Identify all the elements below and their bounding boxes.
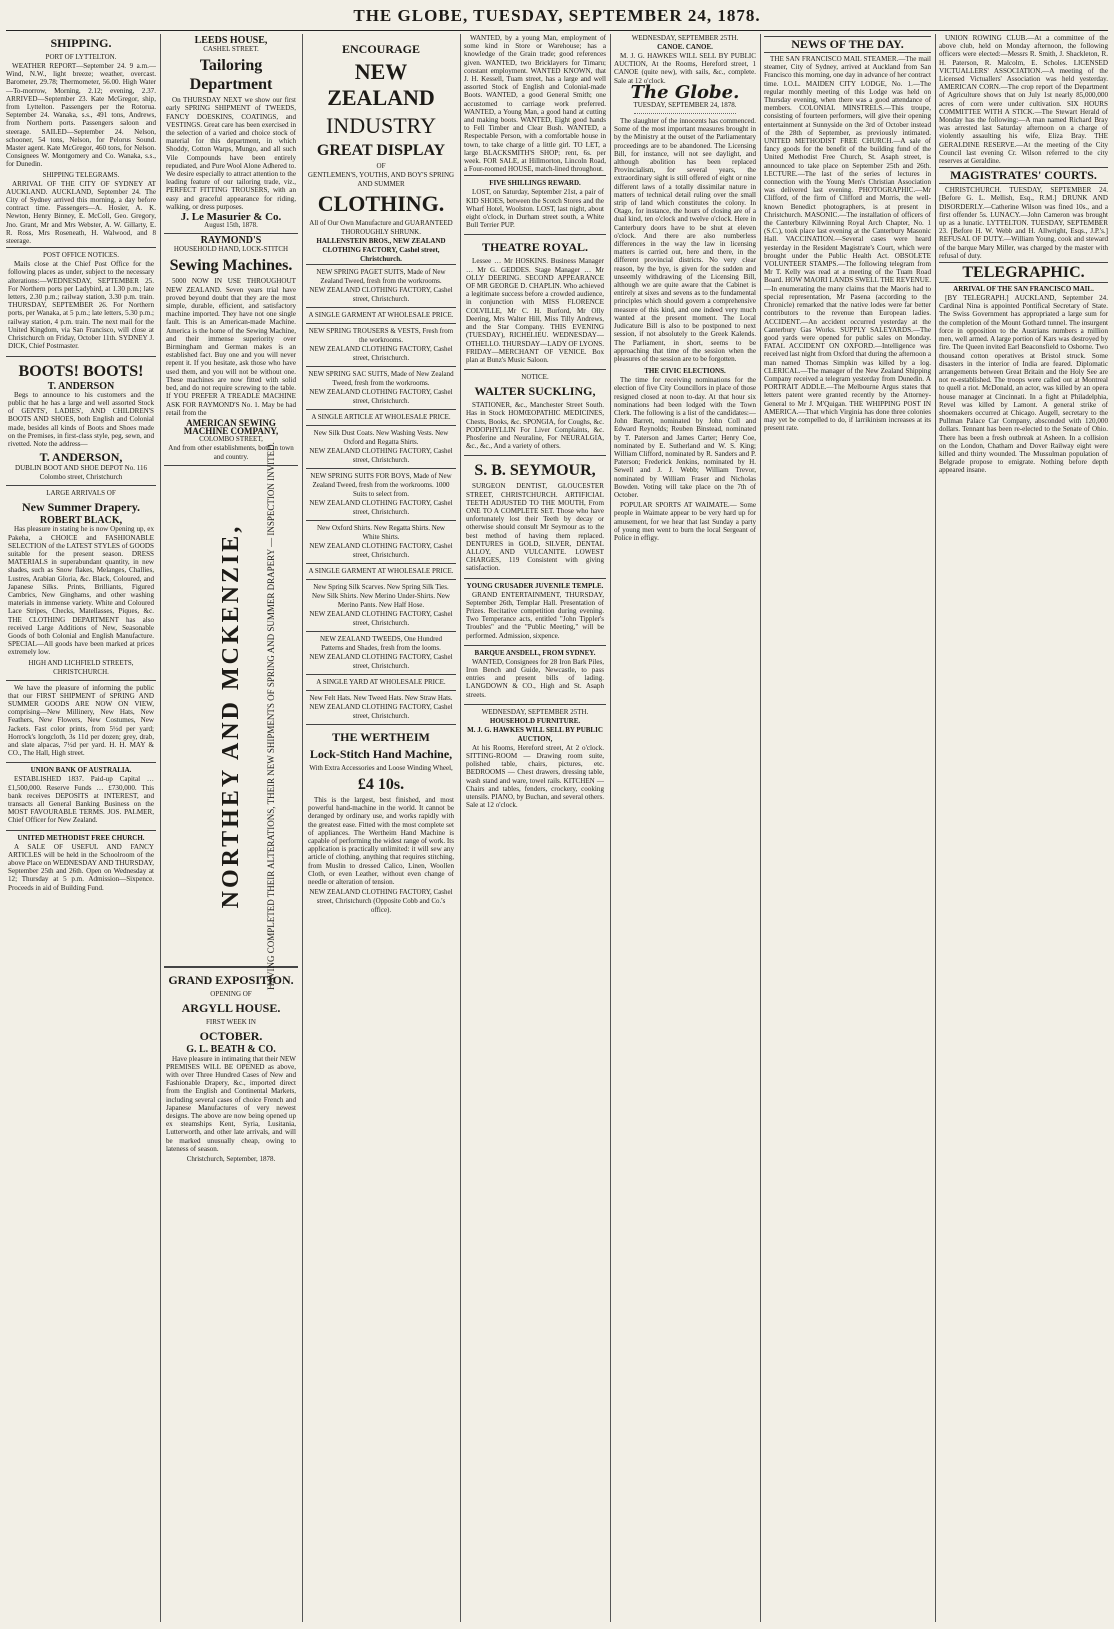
shipping-heading: SHIPPING.: [50, 36, 112, 50]
clothing-item: [306, 674, 456, 690]
clothing-item: [306, 690, 456, 724]
clothing-item: [306, 264, 456, 307]
clothing-item: [306, 409, 456, 425]
column-2: [164, 34, 298, 1622]
clothing-item: [306, 563, 456, 579]
clothing-item: [306, 520, 456, 563]
factory-line: NEW ZEALAND CLOTHING FACTORY, Cashel street, Christchurch.: [309, 499, 453, 516]
news-text: THE SAN FRANCISCO MAIL STEAMER.—The mail steamer, City of Sydney, arrived at Auckland from San Francisco this morning, one day in advance of her contract time. I.O.L. MAIDEN CITY LODGE, No. 1.—The regular monthly meeting of this Lodge was held on Thursday evening, when there was a good attendance of members. COLONIAL MINSTRELS.—This troupe, consisting of fourteen performers, will give their opening entertainment at Sunnyside on the 3rd of October instead of the 28th of September, as previously intimated. UNITED METHODIST FREE CHURCH.—A sale of fancy goods for the benefit of the building fund of the United Methodist Free Church, St. Asaph street, is announced to take place on September 25th and 26th. LECTURE.—The last of the series of lectures in connection with the Young Men's Christian Association was delivered last evening. PHOTOGRAPHIC.—Mr Clifford, of the firm of Clifford and Morris, the well-known Benedict photographers, is at present in Christchurch. MASONIC.—The installation of officers of the Canterbury Kilwinning Royal Arch Chapter, No. 1 (S.C.), took place last evening at the Canterbury Masonic Hall. VACCINATION.—Several cases were heard yesterday in the Resident Magistrate's Court, which were brought under the Public Health Act. OBSOLETE VOLUNTEER STAMPS.—The following telegram from Mr T. Kelly was read at a meeting of the Tuam Road Board. HOW MAORI LANDS SWELL THE REVENUE.—In enumerating the many claims that the Maoris had to special representation, Mr Pasena (according to the Chronicle) remarked that the native lodes were far better contributors to the revenue than European ladies. ACCIDENT.—An accident occurred yesterday at the Canterbury Gas Works. SUPPLY SALEYARDS.—The good yards were opened for public sales on Monday. FATAL ACCIDENT ON OXFORD.—Intelligence was received last night from Oxford that during the afternoon a man named Thomas Simpkin was killed by a log. CLERICAL.—The manager of the New Zealand Shipping Company received a telegram yesterday from Dunedin. A PORTRAIT ADDLE.—The Melbourne Argus states that letters patent were granted recently by the Attorney-General to Mr J. M'Quigan. THE WHIPPING POST IN AMERICA.—That which Virginia has done three colonies may yet be compelled to do, if larrikinism increases at its present rate.: [764, 55, 931, 433]
wertheim-price: £4 10s.: [357, 776, 405, 793]
column-divider: [160, 34, 161, 1622]
column-4: [464, 34, 606, 1622]
clothing-heading: CLOTHING.: [317, 191, 445, 216]
may-text: We have the pleasure of informing the public that our FIRST SHIPMENT of SPRING AND SUMMER GOODS ARE NOW ON VIEW, comprising—New Millinery, New Hats, New Feathers, New Flowers, New Costumes, New Jackets. Fast color prints, from 5½d per yard; Horrock's longcloth, 3s 11d per dozen; grey, drab, and slate alpacas, 7½d per yard. H. H. MAY & CO., The Hall, High street.: [8, 683, 154, 758]
clothing-item: [306, 425, 456, 468]
item-text: A SINGLE YARD AT WHOLESALE PRICE.: [316, 678, 446, 686]
clothing-item: [306, 579, 456, 631]
magistrates-text: CHRISTCHURCH. TUESDAY, SEPTEMBER 24. [Before G. L. Mellish, Esq., R.M.] DRUNK AND DISORDERLY.—Catherine Wilson was fined 10s., and a first offender 5s. LUNACY.—John Cameron was brought up as a lunatic. LYTTELTON. TUESDAY, SEPTEMBER 23. [Before H. W. Webb and H. Allwright, Esqs., J.P.'s.] REFUSAL OF DUTY.—William Young, cook and steward of the barque Mary Miller, was charged by the master with refusal of duty.: [939, 186, 1108, 260]
sewing-heading: Sewing Machines.: [169, 257, 293, 275]
factory-line: NEW ZEALAND CLOTHING FACTORY, Cashel street, Christchurch.: [309, 703, 453, 720]
column-divider: [302, 34, 303, 1622]
canoe-heading: CANOE. CANOE.: [657, 43, 713, 51]
hawkes-heading: M. J. G. HAWKES WILL SELL BY PUBLIC AUCTION,: [467, 725, 603, 743]
wertheim-text: This is the largest, best finished, and most powerful hand-machine in the world. It cannot be deranged by ordinary use, and works rapidly with the greatest ease. Fitted with the most complete set of appliances. The Wertheim Hand Machine is capable of performing the widest range of work. Its application is practically unlimited: it will sew any article of clothing, anything that requires stitching, from Muslin to dressed Calico, Linen, Woollen Cloth, or even Leather, without even change of needle or alteration of tension.: [308, 796, 454, 887]
masthead-title: THE GLOBE, TUESDAY, SEPTEMBER 24, 1878.: [353, 6, 761, 25]
argyll-heading: ARGYLL HOUSE.: [181, 1001, 281, 1016]
barque-text: WANTED, Consignees for 28 Iron Bark Piles, Iron Bench and Guide, Newcastle, to pass entries and present bills of lading. LANGDOWN & CO., High and St. Asaph streets.: [466, 657, 604, 699]
bank-text: ESTABLISHED 1837. Paid-up Capital … £1,500,000. Reserve Funds … £730,000. This bank receives DEPOSITS at INTEREST, and transacts all General Banking Business on the MOST FAVOURABLE TERMS. JOS. PALMER, Chief Officer for New Zealand.: [8, 775, 154, 825]
item-text: A SINGLE GARMENT AT WHOLESALE PRICE.: [308, 311, 454, 319]
bazaar-ad: [6, 830, 156, 897]
post-text: Mails close at the Chief Post Office for the following places as under, subject to the necessary alterations:—WEDNESDAY, SEPTEMBER 25. For Northern ports per Ladybird, at 1.30 p.m.; late letters, 2.30 p.m.; railway station, 3.30 p.m. train. THURSDAY, SEPTEMBER 26. For Northern ports, per Wanaka, at 5 p.m.; late letters, 5.30 p.m.; railway station, 4 p.m. train. The next mail for the United Kingdom, via San Francisco, will close at Christchurch on Friday, October 11th. SYDNEY J. DICK, Chief Postmaster.: [8, 260, 154, 351]
crusader-text: GRAND ENTERTAINMENT, THURSDAY, September 26th, Templar Hall. Presentation of Prizes. Recitative competition during evening. Two Temperance acts, entitled "John Tippler's Troubles" and the "Public Meeting," will be performed. Admission, sixpence.: [466, 590, 604, 640]
masthead-rule: [6, 30, 1108, 31]
magistrates-heading: MAGISTRATES' COURTS.: [939, 167, 1108, 184]
lost-ad: [464, 175, 606, 234]
wertheim-footer: NEW ZEALAND CLOTHING FACTORY, Cashel street, Christchurch (Opposite Cobb and Co.'s office).: [309, 888, 453, 915]
tailoring-heading: Tailoring Department: [189, 57, 273, 94]
raymond-heading: RAYMOND'S: [200, 235, 262, 247]
bank-ad: [6, 762, 156, 829]
item-text: New Silk Dust Coats. New Washing Vests. New Oxford and Regatta Shirts.: [313, 429, 449, 446]
leeds-ad: [164, 34, 298, 233]
boots-heading: BOOTS! BOOTS!: [18, 362, 144, 380]
factory-line: NEW ZEALAND CLOTHING FACTORY, Cashel street, Christchurch.: [309, 610, 453, 627]
item-text: A SINGLE GARMENT AT WHOLESALE PRICE.: [308, 567, 454, 575]
american-tail: And from other establishments, both in town and country.: [168, 444, 294, 462]
american-company: AMERICAN SEWING MACHINE COMPANY,: [183, 417, 279, 437]
wants-text: WANTED, by a young Man, employment of some kind in Store or Warehouse; has a knowledge of the Grain trade; good references given. WANTED, two Bricklayers for Timaru; constant employment. WANTED KNOWN, that J. H. Kessell, Tuam street, has a large and well assorted Stock of English and Colonial-made Boots. WANTED, a good General Smith; one accustomed to carriage work preferred. WANTED, a Young Man, a good hand at cutting and making boots. WANTED, Eight good hands to Fell Timber and Clear Bush. WANTED, a Respectable Person, with a comfortable house in town, to take charge of a little girl. TO LET, a large BLACKSMITH'S SHOP; rent, 6s. per week. FOR SALE, at Hillmorton, Lincoln Road, a Four-roomed HOUSE, match-lined throughout.: [464, 34, 606, 174]
great-display: GREAT DISPLAY: [316, 142, 446, 159]
item-text: A SINGLE ARTICLE AT WHOLESALE PRICE.: [311, 413, 451, 421]
factory-line: NEW ZEALAND CLOTHING FACTORY, Cashel street, Christchurch.: [309, 286, 453, 303]
port-line: PORT OF LYTTELTON.: [45, 53, 117, 61]
telegraphic-heading: TELEGRAPHIC.: [939, 262, 1108, 283]
column-7: [939, 34, 1108, 1622]
suckling-text: STATIONER, &c., Manchester Street South. Has in Stock HOMŒOPATHIC MEDICINES, Chests, Books, &c. SPONGIA, for Coughs, &c. PODOPHYLLIN For Liver Complaints, &c. Phosferine and Neuraline, For NEURALGIA, &c., &c., And a variety of others.: [466, 401, 604, 451]
civic-text: The time for receiving nominations for the election of five City Councillors in place of those resigned closed at noon to-day. At that hour six nominations had been lodged with the Town Clerk. The following is a list of the candidates:—John Barrett, nominated by John Coll and Edward Reynolds; Reuben Binstead, nominated by T. Paterson and James Carter; Henry Coe, nominated by E. Sutherland and W. S. King; William Clifford, nominated by R. Sanders and P. Paterson; Frederick Jenkins, nominated by H. Sewell and J. J. Webb; William Trevor, nominated by William Fraser and Nicholas Bowden. Voting will take place on the 7th of October.: [614, 376, 756, 499]
raymond-ad: [164, 233, 298, 465]
lost-text: LOST, on Saturday, September 21st, a pair of KID SHOES, between the Scotch Stores and the Wharf Hotel, Woolston. LOST, last night, about eight o'clock, in Durham street south, a White Bull Terrier PUP.: [466, 188, 604, 230]
column-divider: [760, 34, 761, 1622]
arrivals-heading: LARGE ARRIVALS OF: [46, 489, 116, 498]
civic-heading: THE CIVIC ELECTIONS.: [644, 367, 726, 376]
beath-date: Christchurch, September, 1878.: [186, 1154, 276, 1163]
clothing-item: [306, 631, 456, 674]
column-divider: [935, 34, 936, 1622]
accessories-line: With Extra Accessories and Loose Winding Wheel,: [309, 764, 453, 772]
wertheim-ad: [306, 724, 456, 918]
beath-text: Have pleasure in intimating that their NEW PREMISES WILL BE OPENED as above, with over Three Hundred Cases of New and Fashionable Drapery, &c., imported direct from the English and Continental Markets, including several cases of choice French and Japanese Manufactures of very newest designs. The above are now being opened up ex steamships Kent, Syria, Lusitania, Lutterworth, and other late arrivals, and will be marked unusually cheap, owing to lateness of season.: [166, 1054, 296, 1153]
october-heading: OCTOBER.: [199, 1029, 263, 1044]
seymour-name: S. B. SEYMOUR,: [474, 462, 596, 480]
suckling-ad: [464, 369, 606, 455]
masurier-name: J. Le Masurier & Co.: [180, 211, 282, 224]
barque-heading: BARQUE ANSDELL, FROM SYDNEY.: [474, 648, 596, 657]
item-text: NEW ZEALAND TWEEDS, One Hundred Patterns and Shades, fresh from the looms.: [319, 635, 443, 652]
grand-heading: GRAND EXPOSITION.: [168, 973, 294, 988]
northey-vertical: NORTHEY AND MCKENZIE,: [217, 523, 244, 909]
guaranteed-line: All of Our Own Manufacture and GUARANTEED THOROUGHLY SHRUNK.: [309, 219, 453, 236]
factory-line: NEW ZEALAND CLOTHING FACTORY, Cashel street, Christchurch.: [309, 542, 453, 559]
drapery-ad: [6, 485, 156, 679]
editorial-text: The slaughter of the innocents has commenced. Some of the most important measures brought in by the Ministry at the outset of the Parliamentary proceedings are to be abandoned. The Licensing Bill, for instance, will not see daylight, and although abolition has been replaced Provincialism, for several years, the extraordinary sight is still offered of eight or nine different laws of a totally dissimilar nature in matters of technical detail ruling over the small strip of land which constitutes the colony. In Otago, for instance, the hours of closing are of a dual kind, ten o'clock and twelve o'clock. Here in Canterbury doors have to be shut at eleven o'clock. And there are also numberless differences in the way the law in licensing matters is carried out, here and there, in the different provincial districts. No very clear reason, by the bye, is given for the sudden and unseemly withdrawing of the Licensing Bill, although we are quite aware that the Cabinet is entirely at sixes and sevens as to the fundamental principles which should govern a comprehensive measure of this kind, and one indeed very much wanted at the present moment. The Local Judicature Bill is also to be postponed to next session, if not absolutely to the Greek Kalends. The Parliament, in short, seems to be approaching that time of the session when the pleasures of the session are to be forgotten.: [614, 117, 756, 363]
telegrams-text: ARRIVAL OF THE CITY OF SYDNEY AT AUCKLAND. AUCKLAND, September 24. The City of Sydney arrived this morning, a day before contract time. Passengers—A. Hosier, A. K. Newton, Henry Binney, E. McColl, Geo. Gregory, Jno. Grant, Mr and Mrs Webster, A. W. Gillarty, E. R. Ross, Mrs Roseneath, H. Walwood, and 8 steerage.: [6, 179, 156, 246]
news-heading: NEWS OF THE DAY.: [764, 36, 931, 53]
wertheim-heading: THE WERTHEIM: [332, 730, 430, 744]
drapery-text: Has pleasure in stating he is now Opening up, ex Pakeha, a CHOICE and FASHIONABLE SELECTION of the LATEST STYLES of GOODS suitable for the present season. DRESS MATERIALS in superabundant quantity, in new shades, such as Snow flakes, Melanges, Challies, Lustres, Arabian Gloria, &c. Black, Coloured, and Japanese Silks. Prints, Brilliants, Figured Cambrics, New Ginghams, and other washing materials in immense variety. White and Coloured Lace Stripes, Checks, Matellasses, Piques, &c. THE CLOTHING DEPARTMENT has also received Large Additions of New, Seasonable Goods of both Colonial and English Manufacture. SPECIAL—All goods have been marked at prices extremely low.: [8, 525, 154, 657]
argyll-ad: [164, 967, 298, 1167]
american-address: COLOMBO STREET,: [199, 435, 263, 444]
factory-line: NEW ZEALAND CLOTHING FACTORY, Cashel street, Christchurch.: [309, 388, 453, 405]
barque-ad: [464, 645, 606, 704]
news-continued: UNION ROWING CLUB.—At a committee of the above club, held on Monday afternoon, the following officers were elected:—Messrs R. Smith, J. Shackleton, R. H. Paterson, R. Malcolm, E. Scholes. LICENSED VICTUALLERS' ASSOCIATION.—A meeting of the Licensed Victuallers' Association was held yesterday. AMERICAN CORN.—The crop report of the Department of Agriculture shows that on July 1st nearly 85,000,000 acres of corn were under cultivation. SIX HOURS COMMITTEE WITH A STICK.—The Stewart Herald of Monday has the following:—A man named Richard Bray was arrested last Saturday afternoon on a charge of violently assaulting his wife, Eliza Bray. THE GERALDINE RESERVE.—At the meeting of the City Council last evening Cr. Wilson referred to the city reserves at Geraldine.: [939, 34, 1108, 166]
item-text: New Felt Hats. New Tweed Hats. New Straw Hats.: [309, 694, 453, 702]
factory-line: NEW ZEALAND CLOTHING FACTORY, Cashel street, Christchurch.: [309, 345, 453, 362]
sports-text: POPULAR SPORTS AT WAIMATE.— Some people in Waimate appear to be very hard up for amusement, for we hear that last Sunday a party of young men went to burn the local Sergeant of Police in effigy.: [614, 501, 756, 542]
globe-date: TUESDAY, SEPTEMBER 24, 1878.: [633, 101, 737, 110]
tailoring-text: On THURSDAY NEXT we show our first early SPRING SHIPMENT of TWEEDS, FANCY DOESKINS, COATINGS, and VESTINGS. Great care has been exercised in the selection of a varied and choice stock of material for this department, in which Shoddy, Cotton Warps, Mungo, and all such Vile Compounds have been entirely repudiated, and Pure Wool Alone Adhered to. We desire especially to attract attention to the leading feature of our tailoring trade, viz., PERFECT FITTING TROUSERS, with an easy and graceful appearance for riding, walking, or dress purposes.: [166, 96, 296, 211]
robert-black: ROBERT BLACK,: [39, 515, 123, 527]
northey-sub: HAVING COMPLETED THEIR ALTERATIONS, THEIR NEW SHIPMENTS OF SPRING AND SUMMER DRAPERY — INSPECTION INVITED.: [265, 442, 276, 991]
divider: [634, 113, 736, 114]
column-1: [6, 34, 156, 1622]
notice-heading: NOTICE.: [521, 373, 549, 382]
telegraphic-text: [BY TELEGRAPH.] AUCKLAND, September 24. Cardinal Nina is appointed Pontifical Secretary of State. The Swiss Government has appropriated a large sum for the completion of the Mount Gothard tunnel. The insurgent force in opposition to the Austrians numbers a million men, well armed. A large portion of Kars was destroyed by fire. The Queen invited Earl Beaconsfield to Osborne. Two thousand cotton operatives at Bristol struck. Some disasters in the interior of India are feared. Diplomatic arrangements between Great Britain and the Holy See are not re-established. The troops were called out at Montreal to quell a riot. McDonald, an actor, was killed by an opera house manager at Cincinnati. In a fight at Philadelphia, Revel was killed by Lamont. A general strike of shoemakers occurred at Chicago. Augell, secretary to the Pullman Palace Car Company, absconded with 120,000 dollars. Tennant has been re-elected to the Senate of Ohio. There has been a fresh outbreak at Asheen. In a collision on the London, Chatham and Dover Railway eight were killed and thirty wounded. The Mussulman population of Belgrade propose to emigrate. Nothing before depth appeared insane.: [939, 294, 1108, 475]
arrivals-title: New Summer Drapery.: [21, 500, 141, 515]
bank-heading: UNION BANK OF AUSTRALIA.: [30, 766, 132, 775]
raymond-sub: HOUSEHOLD HAND, LOCK-STITCH: [173, 245, 289, 254]
bazaar-heading: UNITED METHODIST FREE CHURCH.: [17, 833, 145, 842]
globe-heading: The Globe.: [630, 81, 740, 103]
post-office-ad: [6, 247, 156, 355]
item-text: NEW SPRING PAGET SUITS, Made of New Zealand Tweed, fresh from the workrooms.: [316, 268, 446, 285]
shipping-text: WEATHER REPORT—September 24. 9 a.m.—Wind, N.W., light breeze; weather, overcast. Barometer, 29.78; Thermometer, 56.00. High Water—To-morrow, Morning, 2.12; evening, 2.37. ARRIVED—September 23. Kate McGregor, ship, from Lyttelton. Passengers per the Rotorua. September 24. Wanaka, s.s., 491 tons, Andrews, from Northern ports. Passengers saloon and steerage. SAILED—September 24. Nelson, schooner, 54 tons, Nelson, for Pelorus Sound. Master agent. Kate McGregor, 460 tons, for Nelson. Consignees W. Montgomery and Co. Wanaka, s.s., for Dunedin.: [6, 62, 156, 169]
telegrams-heading: SHIPPING TELEGRAMS.: [42, 170, 120, 179]
column-divider: [610, 34, 611, 1622]
may-ad: [6, 680, 156, 763]
item-text: NEW SPRING TROUSERS & VESTS, Fresh from the workrooms.: [308, 327, 454, 344]
lockstitch-heading: Lock-Stitch Hand Machine,: [309, 747, 453, 761]
masurier-date: August 15th, 1878.: [204, 221, 258, 230]
furniture-heading: HOUSEHOLD FURNITURE.: [489, 716, 581, 725]
reward-heading: FIVE SHILLINGS REWARD.: [489, 179, 581, 188]
beath-name: G. L. BEATH & CO.: [186, 1044, 276, 1056]
leeds-heading: LEEDS HOUSE,: [194, 35, 268, 46]
seymour-text: SURGEON DENTIST, GLOUCESTER STREET, CHRISTCHURCH. ARTIFICIAL TEETH ADJUSTED TO THE MOUTH, From ONE TO A COMPLETE SET. Those who have unfortunately lost their Teeth by decay or otherwise should consult Mr Seymour as to the best method of having them replaced. DENTURES in GOLD, SILVER, DENTAL ALLOY, AND VULCANITE. LOWEST CHARGES, 119 Consistent with giving satisfaction.: [466, 482, 604, 573]
sale-date: WEDNESDAY, SEPTEMBER 25TH.: [481, 707, 589, 716]
boots-address: DUBLIN BOOT AND SHOE DEPOT No. 116 Colombo street, Christchurch: [15, 464, 147, 482]
canoe-text: M. J. G. HAWKES WILL SELL BY PUBLIC AUCTION, At the Rooms, Hereford street, 1 CANOE (quite new), with sails, &c., complete. Sale at 12 o'clock.: [614, 52, 756, 85]
column-divider: [460, 34, 461, 1622]
first-week: FIRST WEEK IN: [206, 1018, 256, 1027]
item-text: NEW SPRING SAC SUITS, Made of New Zealand Tweed, fresh from the workrooms.: [308, 370, 454, 387]
column-6: [764, 34, 931, 1622]
crusader-ad: [464, 578, 606, 645]
item-text: NEW SPRING SUITS FOR BOYS, Made of New Zealand Tweed, fresh from the workrooms. 1000 Suits to select from.: [310, 472, 452, 498]
bazaar-text: A SALE OF USEFUL AND FANCY ARTICLES will be held in the Schoolroom of the above Place on WEDNESDAY AND THURSDAY, September 25th and 26th. Open on Wednesday at 12; Thursday at 5 p.m. Admission—Sixpence. Proceeds in aid of Building Fund.: [8, 842, 154, 892]
column-5: [614, 34, 756, 1622]
of-line: OF: [376, 162, 386, 170]
item-text: New Oxford Shirts. New Regatta Shirts. New White Shirts.: [317, 524, 445, 541]
theatre-text: Lessee … Mr HOSKINS. Business Manager … Mr G. GEDDES. Stage Manager … Mr OLLY DEERING. SECOND APPEARANCE OF MR GEORGE D. CHAPLIN. Who achieved a legitimate success before a crowded audience, in conjunction with MISS FLORENCE COLVILLE, Mr C. H. Burford, Mr Olly Deering, Mrs Walter Hill, Miss Tilly Andrews, and the Star Company. THIS EVENING (TUESDAY), RICHELIEU. WEDNESDAY—OTHELLO. THURSDAY—LADY OF LYONS. FRIDAY—MERCHANT OF VENICE. Box plan at Bunz's Music Saloon.: [466, 257, 604, 364]
hallenstein-line: HALLENSTEIN BROS., NEW ZEALAND CLOTHING FACTORY, Cashel street, Christchurch.: [316, 237, 446, 263]
factory-line: NEW ZEALAND CLOTHING FACTORY, Cashel street, Christchurch.: [309, 653, 453, 670]
boots-text: Begs to announce to his customers and the public that he has a large and well assorted Stock of GENTS', LADIES', AND CHILDREN'S BOOTS AND SHOES, both English and Colonial made, besides all kinds of Boots and Shoes made on the Premises, in first-class style, peg, sewn, and rivetted. Note the address—: [8, 390, 154, 448]
crusader-heading: YOUNG CRUSADER JUVENILE TEMPLE.: [466, 581, 604, 590]
boots-name: T. ANDERSON: [47, 380, 115, 392]
boots-address-name: T. ANDERSON,: [39, 450, 123, 465]
boots-ad: [6, 356, 156, 486]
encourage-heading: ENCOURAGE: [341, 42, 420, 56]
canoe-date: WEDNESDAY, SEPTEMBER 25TH.: [631, 34, 739, 42]
high-street: HIGH AND LICHFIELD STREETS, CHRISTCHURCH.: [28, 658, 134, 676]
telegraphic-subheading: ARRIVAL OF THE SAN FRANCISCO MAIL.: [953, 285, 1094, 294]
clothing-item: [306, 468, 456, 520]
industry-heading: INDUSTRY: [325, 113, 436, 138]
gentlemen-line: GENTLEMEN'S, YOUTHS, AND BOY'S SPRING AND SUMMER: [307, 171, 455, 188]
column-3: [306, 34, 456, 1622]
clothing-item: [306, 307, 456, 323]
theatre-heading: THEATRE ROYAL.: [481, 240, 589, 255]
hawkes-furniture-ad: [464, 704, 606, 815]
opening-line: OPENING OF: [210, 990, 252, 999]
hawkes-text: At his Rooms, Hereford street, At 2 o'clock. SITTING-ROOM — Drawing room suite, polished table, chairs, pictures, etc. BEDROOMS — Chest drawers, dressing table, wash stand and ware, towel rails. KITCHEN — Chairs and tables, fenders, crockery, cooking utensils. PIANO, by Buchan, and several others. Sale at 12 o'clock.: [466, 743, 604, 810]
factory-line: NEW ZEALAND CLOTHING FACTORY, Cashel street, Christchurch.: [309, 447, 453, 464]
leeds-sub: CASHEL STREET.: [203, 45, 259, 54]
post-heading: POST OFFICE NOTICES.: [43, 251, 119, 260]
clothing-item: [306, 323, 456, 366]
theatre-ad: [464, 234, 606, 369]
suckling-name: WALTER SUCKLING,: [474, 384, 596, 399]
clothing-item: [306, 366, 456, 409]
seymour-ad: [464, 455, 606, 577]
sewing-text: 5000 NOW IN USE THROUGHOUT NEW ZEALAND. Seven years trial have proved beyond doubt that they are the most simple, durable, efficient, and satisfactory machine imported. They have not one single fault. This is an American-made Machine. America is the home of the Sewing Machine, and their immense superiority over Birmingham and German makes is an established fact. Buy one and you will never repent it. If you hesitate, ask those who have used them, and you will not be without one. These machines are now fitted with solid bed, and do not require screwing to the table. If YOU PREFER A TREADLE MACHINE ASK FOR RAYMOND'S No. 1. May be had retail from the: [166, 277, 296, 417]
nz-heading: NEW ZEALAND: [327, 59, 435, 110]
item-text: New Spring Silk Scarves. New Spring Silk Ties. New Silk Shirts. New Merino Under-Shirts. New Merino Pants. New Half Hose.: [312, 583, 450, 609]
